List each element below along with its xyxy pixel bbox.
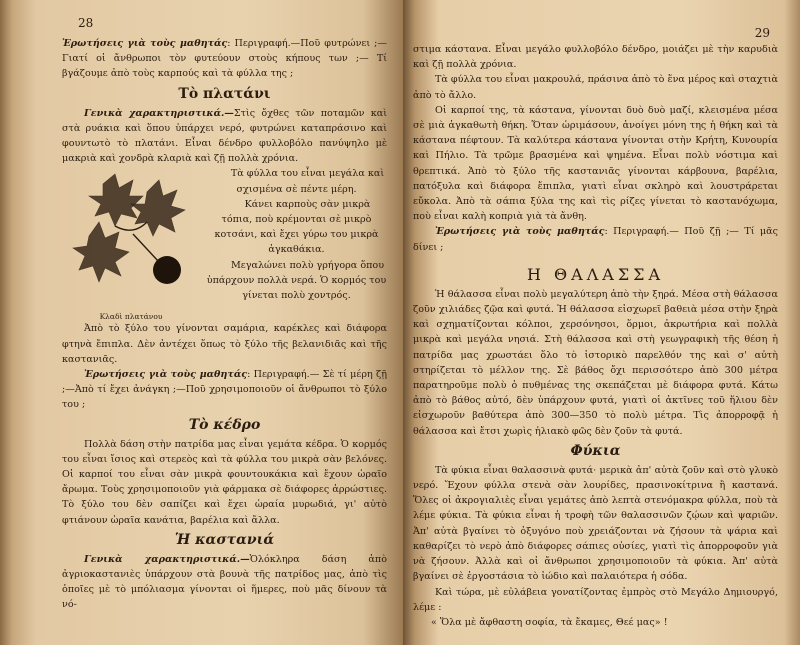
kastania-questions: Ἐρωτήσεις γιὰ τοὺς μαθητάς: Περιγραφή.— Ποῦ ζῇ ;— Τί μᾶς δίνει ; xyxy=(413,226,779,253)
plane-branch-illustration xyxy=(62,166,200,321)
kastania-fruit: Οἱ καρποί της, τὰ κάστανα, γίνονται δυὸ δυὸ μαζί, κλεισμένα μέσα σὲ μιὰ ἀγκαθωτὴ θήκη. Ὅταν ὡριμάσουν, ἀνοίγει μόνη της ἡ θήκη καὶ τὰ κάστανα πέφτουν. Τὰ καλύτερα κάστανα γίνονται στὴν Κρήτη, Κυνουρία καὶ Πήλιο. Τὰ τρῶμε βρασμένα καὶ ψημένα. Εἶναι πολὺ νόστιμα καὶ θρεπτικά. Ἀπὸ τὸ ξύλο τῆς καστανιᾶς γίνονται κάρβουνα, βαρέλια, πατόξυλα καὶ διάφορα ἔπιπλα, γιατὶ εἶναι σκληρὸ καὶ λουστράρεται εὔκολα. Ἀπὸ τὰ σάπια ξύλα της καὶ τὶς ρίζες γίνεται τὸ καστανόχωμα, ποὺ εἶναι καλὴ κοπριὰ γιὰ τὰ ἄνθη. xyxy=(413,104,778,223)
platani-text-column: Τὰ φύλλα του εἶναι μεγάλα καὶ σχισμένα σὲ πέντε μέρη. Κάνει καρποὺς σὰν μικρὰ τόπια, ποὺ κρέμονται σὲ μικρὸ κοτσάνι, καὶ ἔχει γύρω του μικρὰ ἀγκαθάκια. Μεγαλώνει πολὺ γρήγορα ὅπου ὑπάρχουν πολλὰ νερά. Ὁ κορμός του γίνεται πολὺ χοντρός. xyxy=(206,168,387,302)
plane-leaf-image xyxy=(63,166,199,306)
intro-questions: Ἐρωτήσεις γιὰ τοὺς μαθητάς: Περιγραφή.—Ποῦ φυτρώνει ;—Γιατί οἱ ἄνθρωποι τὸν φυτεύουν στοὺς κήπους των ;— Τί βγάζουμε ἀπὸ τοὺς καρπούς καὶ τὰ φύλλα της ; xyxy=(62,38,387,80)
section-title-kastania: Ἡ καστανιά xyxy=(174,531,275,548)
section-title-platani: Τὸ πλατάνι xyxy=(178,85,271,102)
kastania-continued: στιμα κάστανα. Εἶναι μεγάλο φυλλοβόλο δένδρο, μοιάζει μὲ τὴν καρυδιὰ καὶ ζῇ πολλὰ χρόνια. xyxy=(413,44,778,71)
closing-quote: « Ὅλα μὲ ἄφθαστη σοφία, τὰ ἔκαμες, Θεέ μας» ! xyxy=(431,616,668,628)
section-title-thalassa: Η ΘΑΛΑΣΣΑ xyxy=(527,264,664,284)
page-number-left: 28 xyxy=(78,16,94,30)
question-label: Ἐρωτήσεις γιὰ τοὺς μαθητάς xyxy=(62,38,228,49)
kastania-general: Γενικὰ χαρακτηριστικά.—Ὁλόκληρα δάση ἀπὸ ἀγριοκαστανιὲς ὑπάρχουν στὰ βουνὰ τῆς πατρίδος μας, ἀπὸ τὶς ὁποῖες μὲ τὸ μπόλιασμα γίνονται οἱ ἥμερες, ποὺ μᾶς δίνουν τὰ νό- xyxy=(62,553,387,611)
fykia-text: Τὰ φύκια εἶναι θαλασσινὰ φυτά· μερικὰ ἀπ' αὐτὰ ζοῦν καὶ στὸ γλυκὸ νερό. Ἔχουν φύλλα στενὰ σὰν λουρίδες, πρασινοκίτρινα ἢ καστανά. Ὅλες οἱ ἀκρογιαλιὲς εἶναι γεμάτες ἀπὸ λεπτὰ στενόμακρα φύλλα, ποὺ τὰ λέμε φύκια. Τὰ φύκια εἶναι ἡ τροφὴ τῶν θαλασσινῶν ζῴων καὶ ψαριῶν. Ἀπ' αὐτὰ βγαίνει τὸ ὀξυγόνο ποὺ χρειάζονται νὰ ζήσουν τὰ ψάρια καὶ καθαρίζει τὸ νερὸ ἀπὸ διάφορες σάπιες οὐσίες, γιατὶ τὶς ἀπορροφοῦν γιὰ νὰ ζήσουν. Ἀλλὰ καὶ οἱ ἄνθρωποι χρησιμοποιοῦν τὰ φύκια. Ἀπ' αὐτὰ βγαίνει σὲ ἐργοστάσια τὸ ἰώδιο καὶ παλαιότερα ἡ σόδα. xyxy=(413,464,778,583)
right-page xyxy=(403,0,800,645)
thalassa-text: Ἡ θάλασσα εἶναι πολὺ μεγαλύτερη ἀπὸ τὴν ξηρά. Μέσα στὴ θάλασσα ζοῦν χιλιάδες ζῷα καὶ φυτά. Ἡ θάλασσα εἰσχωρεῖ βαθειὰ μέσα στὴν ξηρὰ καὶ σχηματίζονται κόλποι, χερσόνησοι, ὅρμοι, ἀκρωτήρια καὶ πολλὰ μικρὰ καὶ μεγάλα νησιά. Στὴ θάλασσα καὶ στὴ γεωγραφικὴ τῆς θέση ἡ πατρίδα μας χρωστάει ὅλο τὸ ἱστορικὸ παρελθόν της καὶ σ' αὐτὴ στηρίζεται τὸ μέλλον της. Σὲ βάθος ὄχι περισσότερο ἀπὸ 300 μέτρα παρατηροῦμε πολὺ ὁ πυθμένας της σκεπάζεται μὲ διάφορα φυτά. Κάτω ἀπὸ τὸ βάθος αὐτό, δὲν ὑπάρχουν φυτά, γιατὶ οἱ ἀκτῖνες τοῦ ἥλιου δὲν εἰσχωροῦν βαθύτερα ἀπὸ 300—350 τὸ πολὺ μέτρα. Τὶς ἀπορροφᾷ ἡ θάλασσα καὶ ἔτσι χωρὶς ἡλιακὸ φῶς δὲν ζοῦν τὰ φυτά. xyxy=(413,288,778,437)
platani-general: Γενικὰ χαρακτηριστικά.—Στὶς ὄχθες τῶν ποταμῶν καὶ στὰ ρυάκια καὶ ὅπου ὑπάρχει νερό, φυτρώνει καταπράσινο καὶ φουντωτὸ τὸ πλατάνι. Εἶναι δένδρο φυλλοβόλο πανύψηλο μὲ μακριὰ καὶ χονδρὰ κλαριὰ καὶ ζῇ πολλὰ χρόνια. xyxy=(62,107,387,165)
section-title-kedro: Τὸ κέδρο xyxy=(188,416,261,433)
closing-text: Καὶ τώρα, μὲ εὐλάβεια γονατίζοντας ἐμπρὸς στὸ Μεγάλο Δημιουργό, λέμε : xyxy=(413,586,778,613)
platani-wood: Ἀπὸ τὸ ξύλο του γίνονται σαμάρια, καρέκλες καὶ διάφορα φτηνὰ ἔπιπλα. Δὲν ἀντέχει ὅπως τὸ ξύλο τῆς βελανιδιᾶς καὶ τῆς καστανιᾶς. xyxy=(62,323,387,365)
platani-questions: Ἐρωτήσεις γιὰ τοὺς μαθητάς: Περιγραφή.— Σὲ τί μέρη ζῇ ;—Ἀπὸ τί ἔχει ἀνάγκη ;—Ποῦ χρησιμοποιοῦν οἱ ἄνθρωποι τὸ ξύλο του ; xyxy=(62,369,387,411)
image-caption: Κλαδὶ πλατάνου xyxy=(99,312,163,322)
section-title-fykia: Φύκια xyxy=(570,442,621,459)
platani-illustration-block xyxy=(62,166,387,321)
page-number-right: 29 xyxy=(754,26,770,40)
kedro-text: Πολλὰ δάση στὴν πατρίδα μας εἶναι γεμάτα κέδρα. Ὁ κορμός του εἶναι ἴσιος καὶ στερεὸς καὶ τὰ φύλλα του μικρὰ σὰν βελόνες. Οἱ καρποί του εἶναι σὰν μικρὰ φουντουκάκια καὶ ἔχουν ὡραῖο ἄρωμα. Τοὺς χρησιμοποιοῦν γιὰ φάρμακα σὲ διάφορες ἀρρώστιες. Τὸ ξύλο του δὲν σαπίζει καὶ ἔχει ὡραία μυρωδιά, γι' αὐτὸ φτιάνουν ὡραῖα κανάτια, βαρέλια καὶ ἄλλα. xyxy=(62,438,387,526)
kastania-leaves: Τὰ φύλλα του εἶναι μακρουλά, πράσινα ἀπὸ τὸ ἕνα μέρος καὶ σταχτιὰ ἀπὸ τὸ ἄλλο. xyxy=(413,74,778,101)
